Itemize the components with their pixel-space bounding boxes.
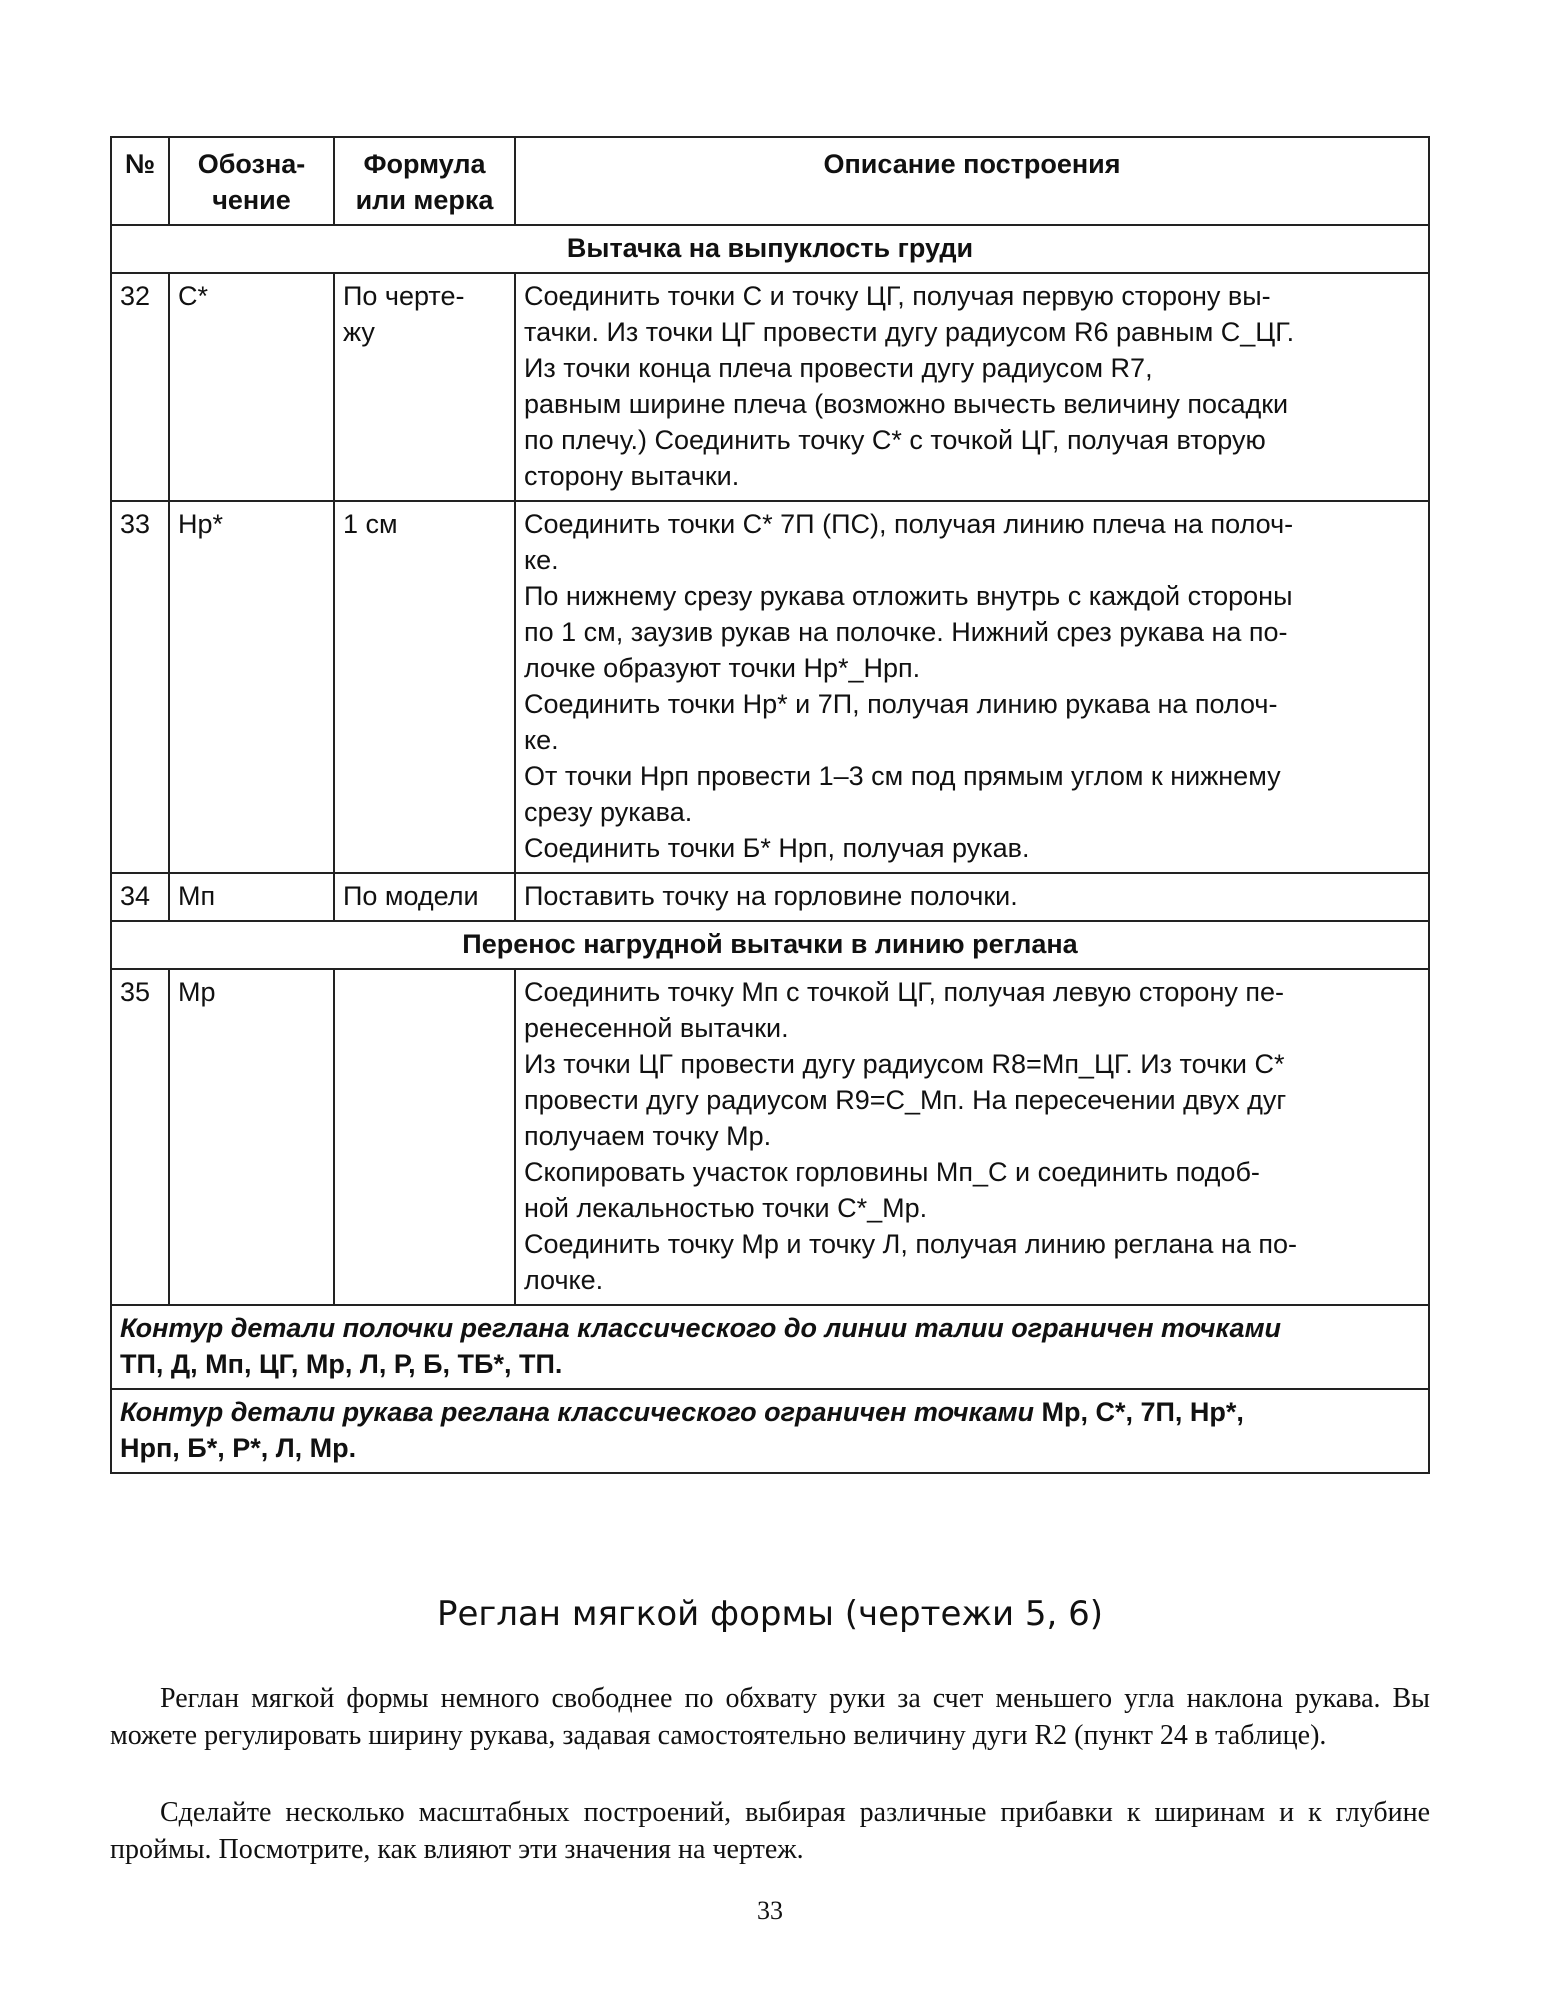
description-line: Соединить точки С и точку ЦГ, получая первую сторону вы- <box>524 281 1271 311</box>
summary-row <box>111 1305 1429 1389</box>
description-line: Соединить точки Б* Нрп, получая рукав. <box>524 833 1030 863</box>
description-line: Соединить точку Мп с точкой ЦГ, получая левую сторону пе- <box>524 977 1284 1007</box>
description-line: Соединить точки С* 7П (ПС), получая линию плеча на полоч- <box>524 509 1294 539</box>
section-title-bust-dart: Вытачка на выпуклость груди <box>111 225 1429 273</box>
summary-points: ТП, Д, Мп, ЦГ, Мр, Л, Р, Б, ТБ*, ТП. <box>120 1349 563 1379</box>
section-row <box>111 921 1429 969</box>
paragraph <box>110 1794 1430 1868</box>
description-line: провести дугу радиусом R9=С_Мп. На пересечении двух дуг <box>524 1085 1287 1115</box>
header-description: Описание построения <box>515 137 1429 225</box>
row-number: 32 <box>111 273 169 501</box>
description-line: по плечу.) Соединить точку С* с точкой ЦГ, получая вторую <box>524 425 1266 455</box>
table-header-row <box>111 137 1429 225</box>
row-symbol: Нр* <box>169 501 334 873</box>
description-line: Скопировать участок горловины Мп_С и соединить подоб- <box>524 1157 1260 1187</box>
paragraph-text: Сделайте несколько масштабных построений, выбирая различные прибавки к ширинам и к глубине проймы. Посмотрите, как влияют эти значения на чертеж. <box>110 1797 1430 1865</box>
row-number: 35 <box>111 969 169 1305</box>
header-symbol <box>169 137 334 225</box>
description-line: равным ширине плеча (возможно вычесть величину посадки <box>524 389 1289 419</box>
description-line: Соединить точки Нр* и 7П, получая линию рукава на полоч- <box>524 689 1278 719</box>
paragraph <box>110 1680 1430 1754</box>
header-formula <box>334 137 515 225</box>
section-title-dart-transfer: Перенос нагрудной вытачки в линию реглана <box>111 921 1429 969</box>
header-symbol-line: Обозна- <box>197 149 306 179</box>
description-line: Соединить точку Мр и точку Л, получая линию реглана на по- <box>524 1229 1297 1259</box>
description-line: ке. <box>524 545 559 575</box>
description-line: тачки. Из точки ЦГ провести дугу радиусом R6 равным С_ЦГ. <box>524 317 1295 347</box>
formula-line: По модели <box>343 881 479 911</box>
row-formula <box>334 873 515 921</box>
table-row <box>111 273 1429 501</box>
summary-italic-text: Контур детали рукава реглана классического ограничен точками <box>120 1397 1034 1427</box>
summary-front-contour <box>111 1305 1429 1389</box>
description-line: Поставить точку на горловине полочки. <box>524 881 1018 911</box>
header-formula-line: или мерка <box>355 185 494 215</box>
construction-table <box>110 136 1430 1474</box>
summary-points: Мр, С*, 7П, Нр*, <box>1041 1397 1244 1427</box>
row-formula <box>334 273 515 501</box>
summary-sleeve-contour <box>111 1389 1429 1473</box>
description-line: Из точки ЦГ провести дугу радиусом R8=Мп_ЦГ. Из точки С* <box>524 1049 1285 1079</box>
page-number: 33 <box>757 1896 783 1925</box>
header-symbol-line: чение <box>212 185 291 215</box>
row-formula <box>334 501 515 873</box>
row-description <box>515 873 1429 921</box>
header-formula-line: Формула <box>363 149 486 179</box>
construction-table-container <box>110 136 1430 1474</box>
summary-row <box>111 1389 1429 1473</box>
description-line: по 1 см, заузив рукав на полочке. Нижний срез рукава на по- <box>524 617 1288 647</box>
row-number: 34 <box>111 873 169 921</box>
row-description <box>515 273 1429 501</box>
description-line: лочке образуют точки Нр*_Нрп. <box>524 653 921 683</box>
row-symbol: Мр <box>169 969 334 1305</box>
description-line: сторону вытачки. <box>524 461 740 491</box>
summary-points: Нрп, Б*, Р*, Л, Мр. <box>120 1433 357 1463</box>
table-row <box>111 969 1429 1305</box>
row-symbol: С* <box>169 273 334 501</box>
paragraph-text: Реглан мягкой формы немного свободнее по обхвату руки за счет меньшего угла наклона рукава. Вы можете регулировать ширину рукава, задавая самостоятельно величину дуги R2 (пункт 24 в таблице). <box>110 1683 1430 1751</box>
description-line: По нижнему срезу рукава отложить внутрь с каждой стороны <box>524 581 1293 611</box>
row-formula <box>334 969 515 1305</box>
table-row <box>111 501 1429 873</box>
header-number: № <box>111 137 169 225</box>
row-number: 33 <box>111 501 169 873</box>
description-line: получаем точку Мр. <box>524 1121 772 1151</box>
description-line: ке. <box>524 725 559 755</box>
summary-italic-text: Контур детали полочки реглана классического до линии талии ограничен точками <box>120 1313 1282 1343</box>
row-description <box>515 501 1429 873</box>
section-row <box>111 225 1429 273</box>
description-line: ренесенной вытачки. <box>524 1013 789 1043</box>
formula-line: жу <box>343 317 375 347</box>
section-title: Реглан мягкой формы (чертежи 5, 6) <box>436 1594 1104 1634</box>
description-line: От точки Нрп провести 1–3 см под прямым углом к нижнему <box>524 761 1281 791</box>
formula-line: По черте- <box>343 281 465 311</box>
description-line: лочке. <box>524 1265 604 1295</box>
row-description <box>515 969 1429 1305</box>
formula-line: 1 см <box>343 509 398 539</box>
row-symbol: Мп <box>169 873 334 921</box>
description-line: срезу рукава. <box>524 797 693 827</box>
table-row <box>111 873 1429 921</box>
description-line: Из точки конца плеча провести дугу радиусом R7, <box>524 353 1153 383</box>
description-line: ной лекальностью точки С*_Мр. <box>524 1193 928 1223</box>
